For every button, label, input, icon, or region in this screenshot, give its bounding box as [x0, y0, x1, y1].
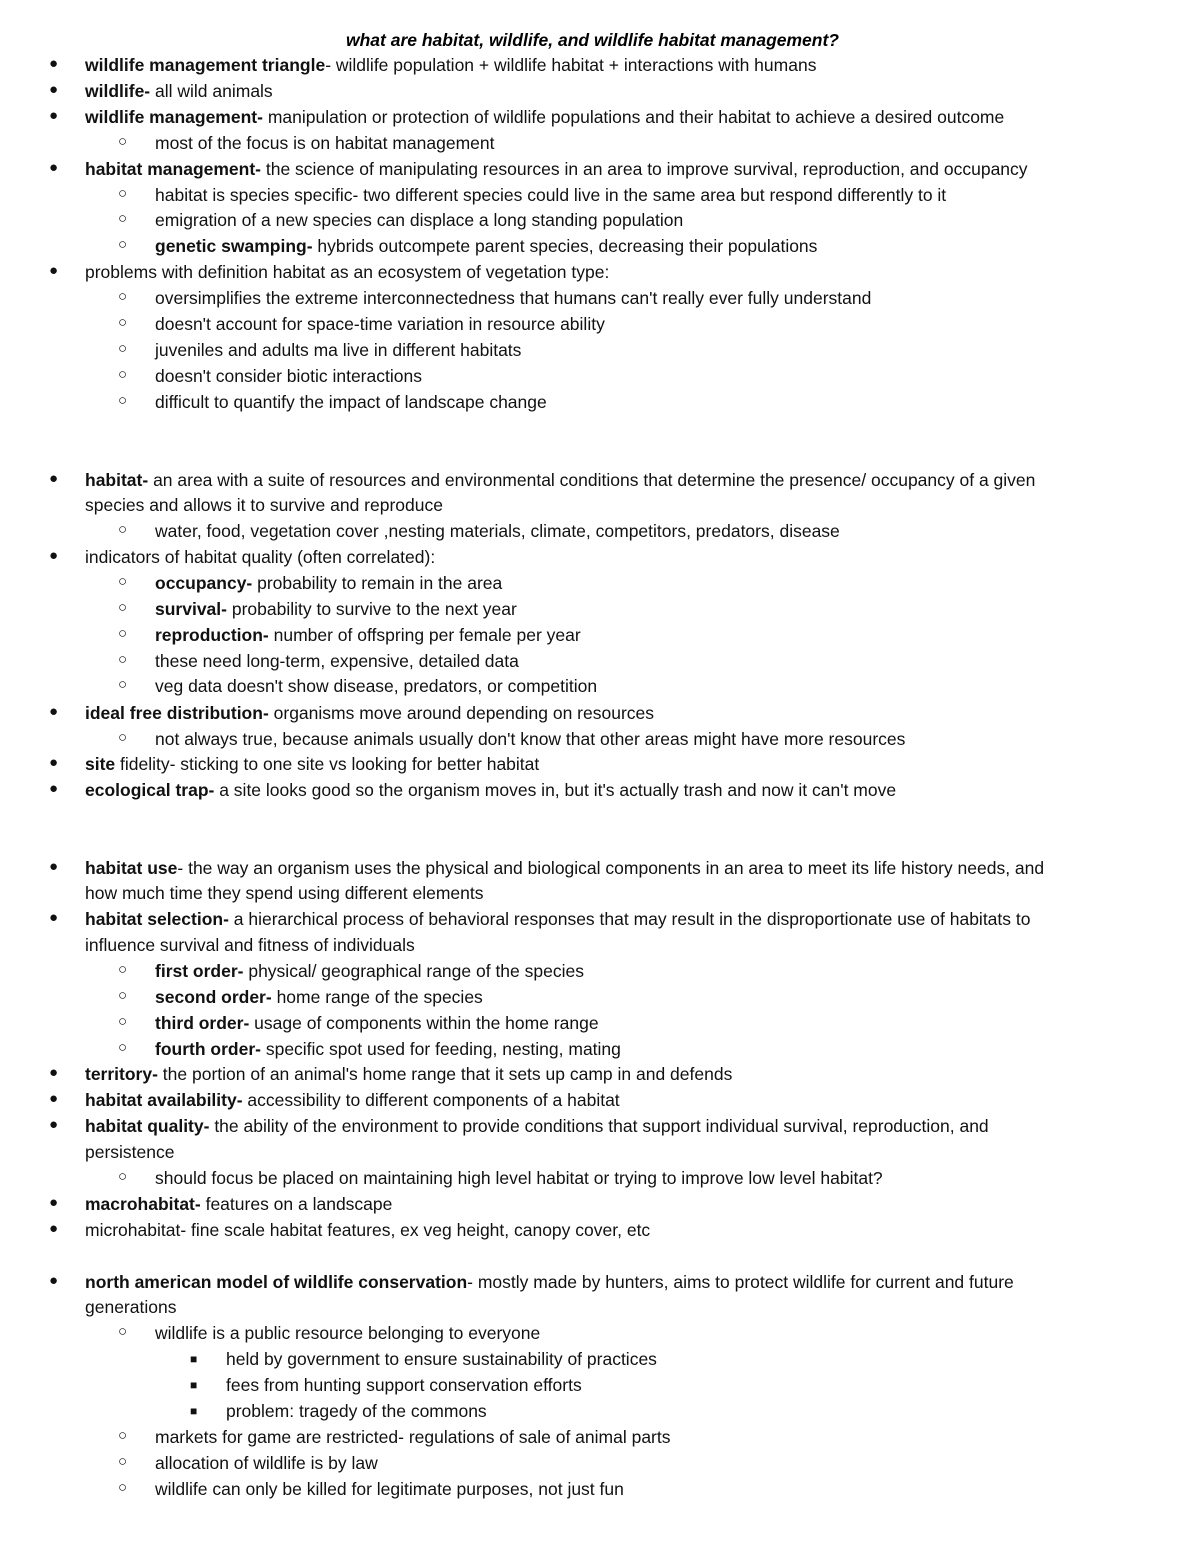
circle-bullet-icon: ○ — [118, 185, 128, 202]
bullet-icon: ● — [49, 858, 59, 875]
circle-bullet-icon: ○ — [118, 236, 128, 253]
circle-bullet-icon: ○ — [118, 573, 128, 590]
circle-bullet-icon: ○ — [118, 1323, 128, 1340]
circle-bullet-icon: ○ — [118, 625, 128, 642]
bullet-icon: ● — [49, 1090, 59, 1107]
bullet-icon: ● — [49, 1064, 59, 1081]
bullet-icon: ● — [49, 1194, 59, 1211]
bullet-icon: ● — [49, 1272, 59, 1289]
bullet-icon: ● — [49, 1116, 59, 1133]
circle-bullet-icon: ○ — [118, 1039, 128, 1056]
circle-bullet-icon: ○ — [118, 729, 128, 746]
circle-bullet-icon: ○ — [118, 1427, 128, 1444]
circle-bullet-icon: ○ — [118, 651, 128, 668]
document-page: what are habitat, wildlife, and wildlife habitat management? ● wildlife management triangle- wildlife population + wildlife habitat + interactions with humans ● wildlife- all wild animals ● wildlife management- manipulation or protection of wildlife populations and their habitat to achieve a desired outcome ○ most of the focus is on habitat management ● habitat management- the science of manipulating resources in an area to improve survival, reproduction, and occupancy ○ habitat is species specific- two different species could live in the same area but respond differently to it ○ emigration of a new species can displace a long standing population ○ genetic swamping- hybrids outcompete parent species, decreasing their populations ● problems with definition habitat as an ecosystem of vegetation type: ○ oversimplifies the extreme interconnectedness that humans can't really ever fully understand ○ doesn't account for space-time variation in resource ability ○ juveniles and adults ma live in different habitats ○ doesn't consider biotic interactions ○ difficult to quantify the impact of landscape change ● habitat- an area with a suite of resources and environmental conditions that determine the presence/ occupancy of a given species and allows it to survive and reproduce ○ water, food, vegetation cover ,nesting materials, climate, competitors, predators, disease ● indicators of habitat quality (often correlated): ○ occupancy- probability to remain in the area ○ survival- probability to survive to the next year ○ reproduction- number of offspring per female per year ○ these need long-term, expensive, detailed data ○ veg data doesn't show disease, predators, or competition ● ideal free distribution- organisms move around depending on resources ○ not always true, because animals usually don't know that other areas might have more resources ● site fidelity- sticking to one site vs looking for better habitat ● ecological trap- a site looks good so the organism moves in, but it's actually trash and now it can't move ● habitat use- the way an organism uses the physical and biological components in an area to meet its life history needs, and how much time they spend using different elements ● habitat selection- a hierarchical process of behavioral responses that may result in the disproportionate use of habitats to influence survival and fitness of individuals ○ first order- physical/ geographical range of the species ○ second order- home range of the species ○ third order- usage of components within the home range ○ fourth order- specific spot used for feeding, nesting, mating ● territory- the portion of an animal's home range that it sets up camp in and defends ● habitat availability- accessibility to different components of a habitat ● habitat quality- the ability of the environment to provide conditions that support individual survival, reproduction, and persistence ○ should focus be placed on maintaining high level habitat or trying to improve low level habitat? ● macrohabitat- features on a landscape ● microhabitat- fine scale habitat features, ex veg height, canopy cover, etc ● north american model of wildlife conservation- mostly made by hunters, aims to protect wildlife for current and future generations ○ wildlife is a public resource belonging to everyone ■ held by government to ensure sustainability of practices ■ fees from hunting support conservation efforts ■ problem: tragedy of the commons ○ markets for game are restricted- regulations of sale of animal parts ○ allocation of wildlife is by law ○ wildlife can only be killed for legitimate purposes, not just fun — [0, 0, 1200, 1553]
square-bullet-icon: ■ — [190, 1352, 198, 1366]
bullet-icon: ● — [49, 262, 59, 279]
bullet-icon: ● — [49, 754, 59, 771]
square-bullet-icon: ■ — [190, 1404, 198, 1418]
circle-bullet-icon: ○ — [118, 210, 128, 227]
circle-bullet-icon: ○ — [118, 314, 128, 331]
circle-bullet-icon: ○ — [118, 288, 128, 305]
circle-bullet-icon: ○ — [118, 1168, 128, 1185]
bullet-icon: ● — [49, 107, 59, 124]
bullet-icon: ● — [49, 547, 59, 564]
bullet-icon: ● — [49, 1220, 59, 1237]
circle-bullet-icon: ○ — [118, 366, 128, 383]
bullet-icon: ● — [49, 159, 59, 176]
circle-bullet-icon: ○ — [118, 1013, 128, 1030]
bullet-icon: ● — [49, 703, 59, 720]
circle-bullet-icon: ○ — [118, 1479, 128, 1496]
bullet-icon: ● — [49, 780, 59, 797]
circle-bullet-icon: ○ — [118, 392, 128, 409]
circle-bullet-icon: ○ — [118, 599, 128, 616]
circle-bullet-icon: ○ — [118, 1453, 128, 1470]
bullet-icon: ● — [49, 909, 59, 926]
circle-bullet-icon: ○ — [118, 521, 128, 538]
circle-bullet-icon: ○ — [118, 340, 128, 357]
bullet-icon: ● — [49, 55, 59, 72]
circle-bullet-icon: ○ — [118, 961, 128, 978]
page-title: what are habitat, wildlife, and wildlife habitat management? — [346, 30, 839, 50]
bullet-icon: ● — [49, 81, 59, 98]
circle-bullet-icon: ○ — [118, 676, 128, 693]
circle-bullet-icon: ○ — [118, 133, 128, 150]
circle-bullet-icon: ○ — [118, 987, 128, 1004]
square-bullet-icon: ■ — [190, 1378, 198, 1392]
bullet-icon: ● — [49, 470, 59, 487]
